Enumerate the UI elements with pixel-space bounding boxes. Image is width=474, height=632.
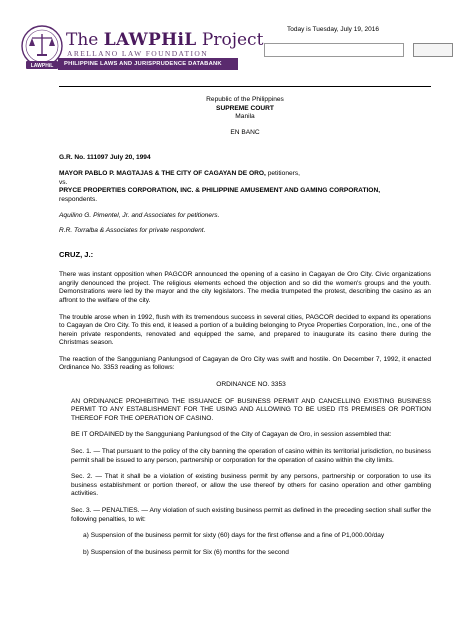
site-banner: PHILIPPINE LAWS AND JURISPRUDENCE DATABANK — [58, 58, 238, 70]
site-title-brand: LAWPHiL — [103, 30, 197, 50]
site-title[interactable] — [66, 30, 263, 50]
header-divider — [59, 86, 431, 87]
section-3: Sec. 3. — PENALTIES. — Any violation of such existing business permit as defined in the preceding section shall suffer the following penalties, to wit: — [71, 507, 431, 523]
ordinance-title: ORDINANCE NO. 3353 — [216, 381, 286, 389]
petitioners: MAYOR PABLO P. MAGTAJAS & THE CITY OF CAGAYAN DE ORO, — [59, 169, 266, 177]
republic-line: Republic of the Philippines — [206, 96, 284, 103]
court-name: SUPREME COURT — [216, 104, 274, 112]
respondents-role: respondents. — [59, 195, 98, 203]
court-city: Manila — [235, 113, 255, 121]
site-title-project: Project — [196, 30, 264, 50]
penalty-b: b) Suspension of the business permit for Six (6) months for the second — [83, 548, 289, 556]
decision-document — [59, 96, 431, 557]
paragraph-1: There was instant opposition when PAGCOR announced the opening of a casino in Cagayan de Oro City. Civic organizations angrily denounced the project. The religious elements echoed the objection and so did the women's groups and the youth. Demonstrations were led by the mayor and the city legislators. The media trumpeted the protest, describing the casino as an affront to the welfare of the city. — [59, 271, 431, 304]
site-title-the: The — [66, 30, 104, 50]
search-input[interactable] — [264, 43, 404, 57]
search-button[interactable] — [413, 43, 453, 57]
versus: vs. — [59, 178, 68, 186]
ponente: CRUZ, J.: — [59, 249, 94, 259]
case-number: G.R. No. 111097 July 20, 1994 — [59, 154, 151, 162]
counsel-petitioners: Aquilino G. Pimentel, Jr. and Associates for petitioners. — [59, 212, 220, 220]
lawphil-scales-logo-icon[interactable] — [21, 25, 63, 71]
current-date: Today is Tuesday, July 19, 2016 — [287, 26, 380, 33]
parties — [59, 170, 431, 204]
division: EN BANC — [230, 128, 260, 136]
logo-emblem-text: LAWPHiL — [30, 63, 54, 69]
paragraph-3: The reaction of the Sangguniang Panlungsod of Cagayan de Oro City was swift and hostile. On December 7, 1992, it enacted Ordinance No. 3353 reading as follows: — [59, 355, 431, 372]
paragraph-2: The trouble arose when in 1992, flush with its tremendous success in several cities, PAGCOR decided to expand its operations to Cagayan de Oro City. To this end, it leased a portion of a building belonging to Pryce Properties Corporation, Inc., one of the herein private respondents, renovated and equipped the same, and prepared to inaugurate its casino there during the Christmas season. — [59, 313, 431, 347]
site-header — [0, 0, 474, 80]
ordinance-caption: AN ORDINANCE PROHIBITING THE ISSUANCE OF BUSINESS PERMIT AND CANCELLING EXISTING BUSINESS PERMIT TO ANY ESTABLISHMENT FOR THE USING AND ALLOWING TO BE USED ITS PREMISES OR PORTION THEREOF FOR THE OPERATION OF CASINO. — [71, 397, 431, 422]
ordinance-enacting-clause: BE IT ORDAINED by the Sangguniang Panlungsod of the City of Cagayan de Oro, in session assembled that: — [71, 431, 392, 439]
petitioners-role: petitioners, — [265, 169, 300, 177]
penalty-a: a) Suspension of the business permit for sixty (60) days for the first offense and a fine of P1,000.00/day — [83, 532, 385, 540]
site-foundation: ARELLANO LAW FOUNDATION — [67, 49, 209, 58]
section-2: Sec. 2. — That it shall be a violation of existing business permit by any persons, partnership or corporation to use its business establishment or portion thereof, or allow the use thereof by others for casino operation and other gambling activities. — [71, 473, 431, 498]
respondents: PRYCE PROPERTIES CORPORATION, INC. & PHILIPPINE AMUSEMENT AND GAMING CORPORATION, — [59, 187, 381, 195]
section-1: Sec. 1. — That pursuant to the policy of the city banning the operation of casino within its territorial jurisdiction, no business permit shall be issued to any person, partnership or corporation for the operation of casino within the city limits. — [71, 448, 431, 464]
counsel-respondent: R.R. Torralba & Associates for private respondent. — [59, 226, 206, 234]
